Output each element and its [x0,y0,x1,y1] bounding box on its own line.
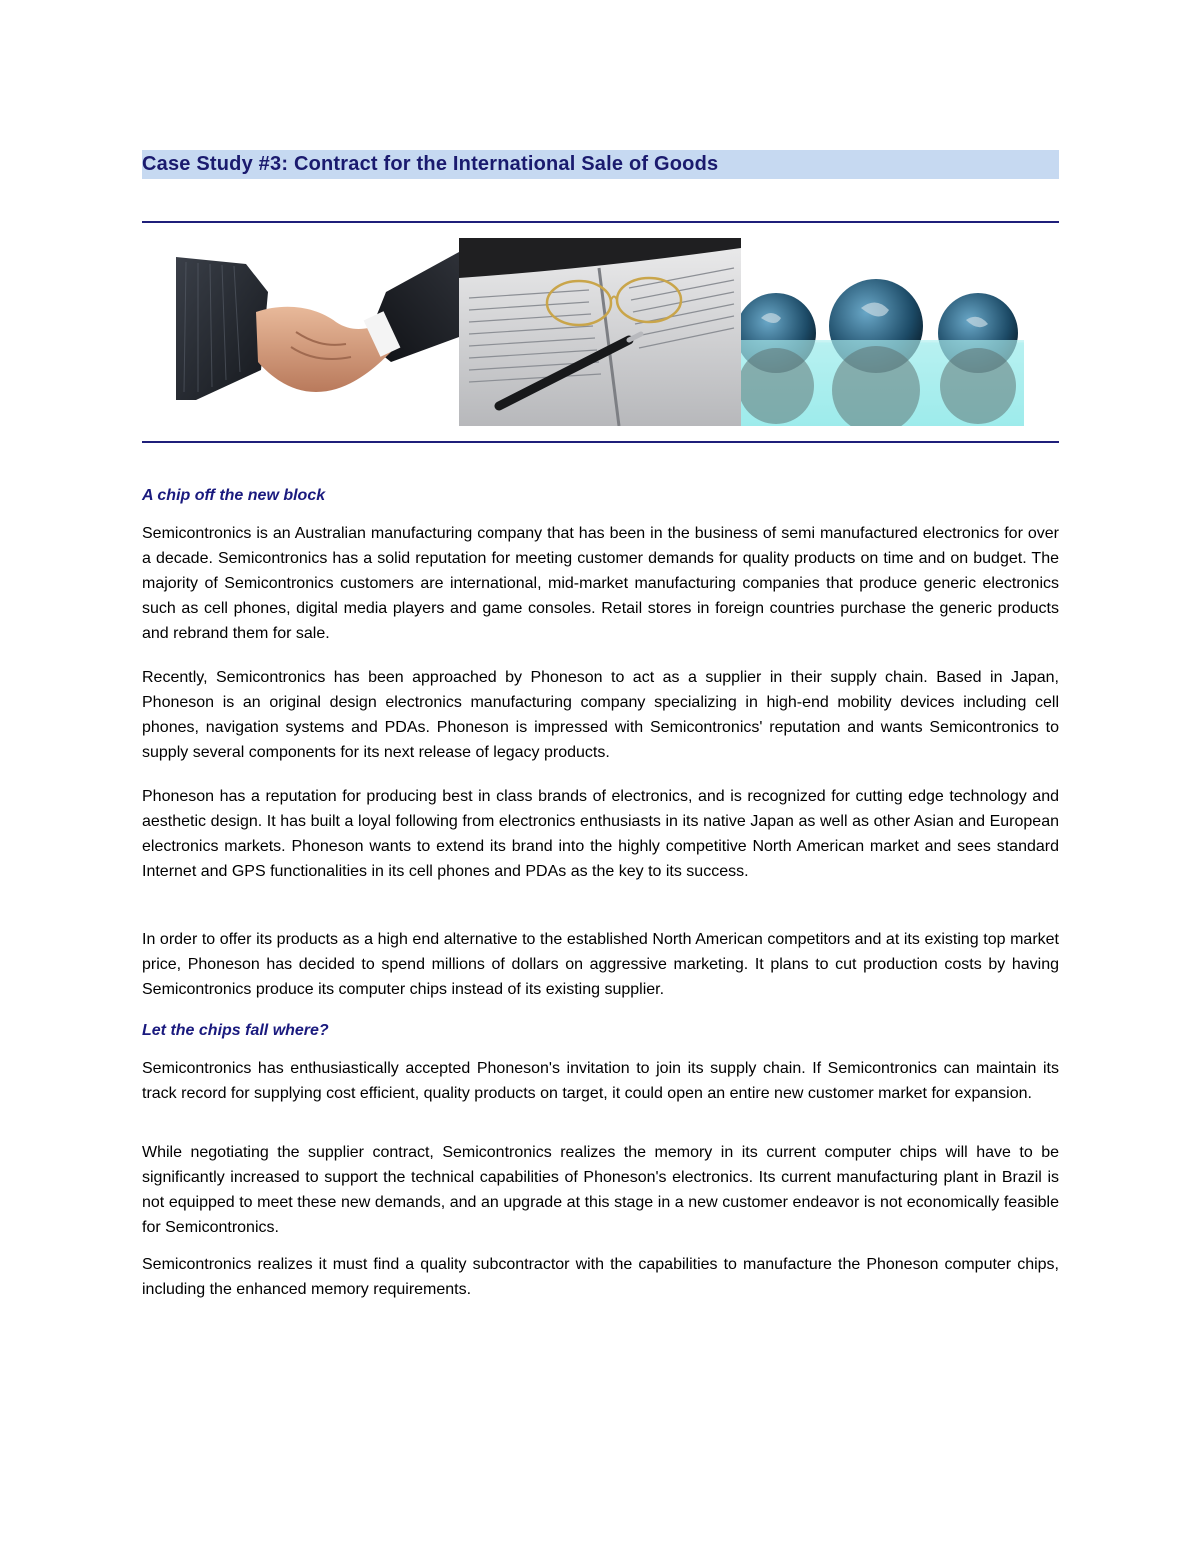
paragraph: Semicontronics has enthusiastically accepted Phoneson's invitation to join its supply chain. If Semicontronics can maintain its track record for supplying cost efficient, quality products on target, it could open an entire new customer market for expansion. [142,1060,1059,1102]
paragraph: Phoneson has a reputation for producing best in class brands of electronics, and is recognized for cutting edge technology and aesthetic design. It has built a loyal following from electronics enthusiasts in its native Japan as well as other Asian and European electronics markets. Phoneson wants to extend its brand into the highly competitive North American market and sees standard Internet and GPS functionalities in its cell phones and PDAs as the key to its success. [142,788,1059,880]
top-divider [142,221,1059,223]
paragraph: While negotiating the supplier contract, Semicontronics realizes the memory in its current computer chips will have to be significantly increased to support the technical capabilities of Phoneson's electronics. Its current manufacturing plant in Brazil is not equipped to meet these new demands, and an upgrade at this stage in a new customer endeavor is not economically feasible for Semicontronics. [142,1144,1059,1236]
section-heading: Let the chips fall where? [142,1022,329,1039]
document-page [142,150,1059,1298]
paragraph: Semicontronics realizes it must find a quality subcontractor with the capabilities to manufacture the Phoneson computer chips, including the enhanced memory requirements. [142,1256,1059,1298]
section-heading: A chip off the new block [142,487,326,504]
globes-image [741,238,1024,426]
book-image [459,238,741,426]
banner-images [176,238,1024,426]
page-title: Case Study #3: Contract for the International Sale of Goods [142,153,719,175]
paragraph: Semicontronics is an Australian manufacturing company that has been in the business of semi manufactured electronics for over a decade. Semicontronics has a solid reputation for meeting customer demands for quality products on time and on budget. The majority of Semicontronics customers are international, mid-market manufacturing companies that produce generic electronics such as cell phones, digital media players and game consoles. Retail stores in foreign countries purchase the generic products and rebrand them for sale. [142,525,1059,642]
handshake-image [176,252,459,400]
bottom-divider [142,441,1059,443]
paragraph: In order to offer its products as a high end alternative to the established North American competitors and at its existing top market price, Phoneson has decided to spend millions of dollars on aggressive marketing. It plans to cut production costs by having Semicontronics produce its computer chips instead of its existing supplier. [142,931,1059,998]
title-bar [142,150,1059,179]
paragraph: Recently, Semicontronics has been approached by Phoneson to act as a supplier in their supply chain. Based in Japan, Phoneson is an original design electronics manufacturing company specializing in high-end mobility devices including cell phones, navigation systems and PDAs. Phoneson is impressed with Semicontronics' reputation and wants Semicontronics to supply several components for its next release of legacy products. [142,669,1059,761]
